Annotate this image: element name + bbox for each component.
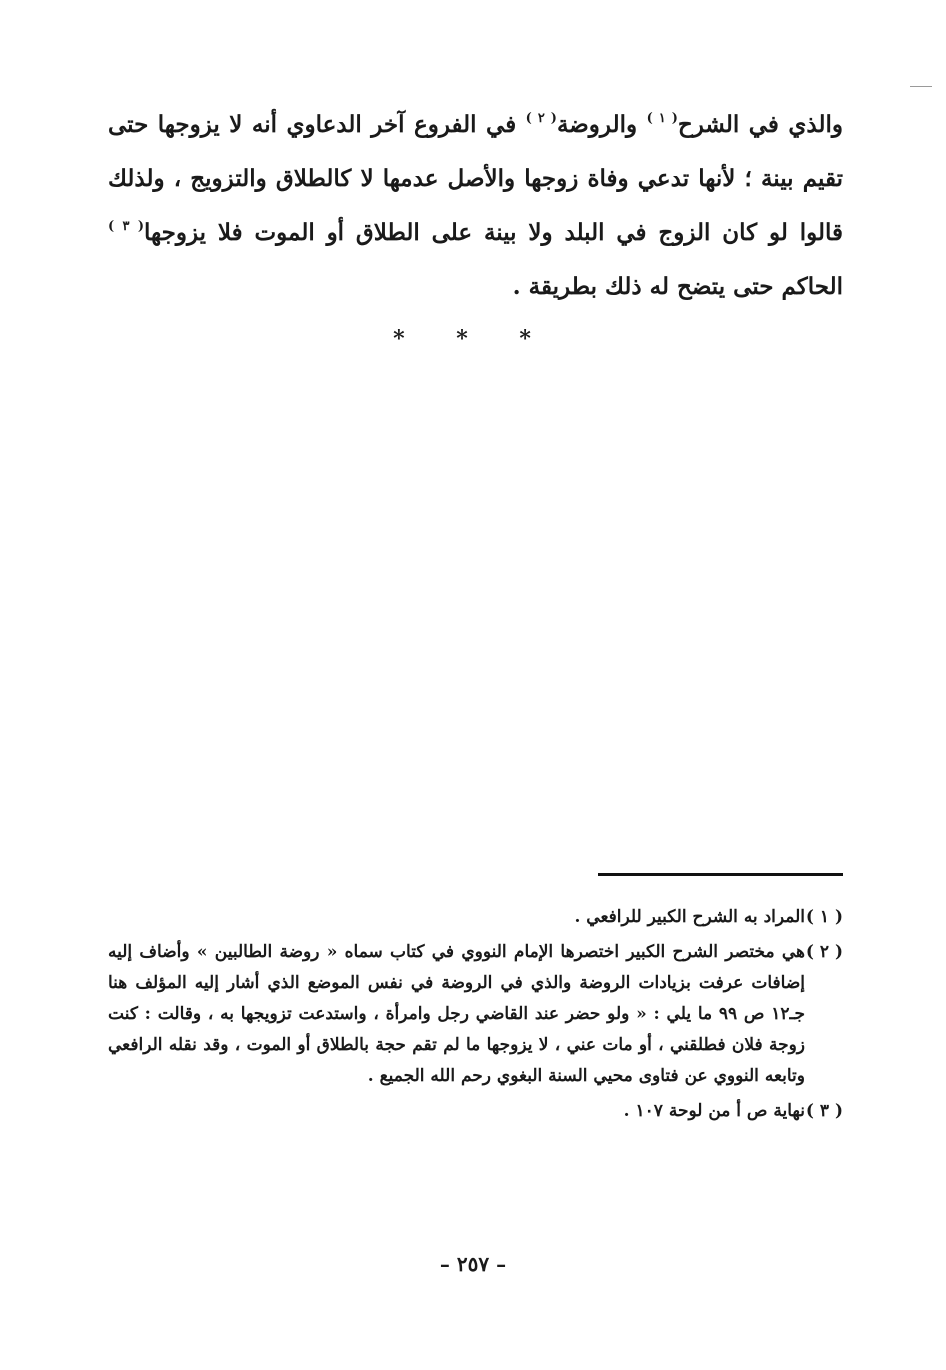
footnote-number: ( ١ ) <box>805 907 843 927</box>
footnote-ref-1: ( ١ ) <box>646 111 678 126</box>
footnote-text: نهاية ص أ من لوحة ١٠٧ . <box>623 1101 805 1121</box>
footnote-ref-2: ( ٢ ) <box>525 111 557 126</box>
margin-mark <box>910 86 932 87</box>
page-number: – ٢٥٧ – <box>439 1252 507 1276</box>
footnote-ref-3: ( ٣ ) <box>108 219 145 234</box>
footnote-number: ( ٢ ) <box>805 942 843 962</box>
footnote-number: ( ٣ ) <box>805 1101 843 1121</box>
footnote-text: هي مختصر الشرح الكبير اختصرها الإمام النووي في كتاب سماه « روضة الطالبين » وأضاف إليه إضافات عرفت بزيادات الروضة والذي في الروضة في نفس الموضع الذي أشار إليه المؤلف هنا جـ١٢ ص ٩٩ ما يلي : « ولو حضر عند القاضي رجل وامرأة ، واستدعت تزويجها به ، وقالت : كنت زوجة فلان فطلقني ، أو مات عني ، لا يزوجها ما لم تقم حجة بالطلاق أو الموت ، وقد نقله الرافعي وتابعه النووي عن فتاوى محيي السنة البغوي رحم الله الجميع . <box>108 942 806 1086</box>
main-text-segment: والروضة <box>556 111 647 138</box>
footnote-3 <box>108 1096 843 1127</box>
main-paragraph <box>108 98 843 314</box>
footnote-text: المراد به الشرح الكبير للرافعي . <box>574 907 805 927</box>
main-text-segment: في الفروع آخر الدعاوي أنه لا يزوجها حتى تقيم بينة ؛ لأنها تدعي وفاة زوجها والأصل عدمها لا كالطلاق والتزويج ، ولذلك قالوا لو كان الزوج في البلد ولا بينة على الطلاق أو الموت فلا يزوجها <box>108 111 843 246</box>
footnote-1 <box>108 902 843 933</box>
footnote-divider <box>598 873 843 876</box>
footnote-2 <box>108 937 843 1092</box>
main-text-segment: والذي في الشرح <box>677 111 843 138</box>
main-text-segment: الحاكم حتى يتضح له ذلك بطريقة . <box>512 273 843 300</box>
footnotes-list <box>108 902 843 1131</box>
section-separator: * * * <box>393 326 553 352</box>
